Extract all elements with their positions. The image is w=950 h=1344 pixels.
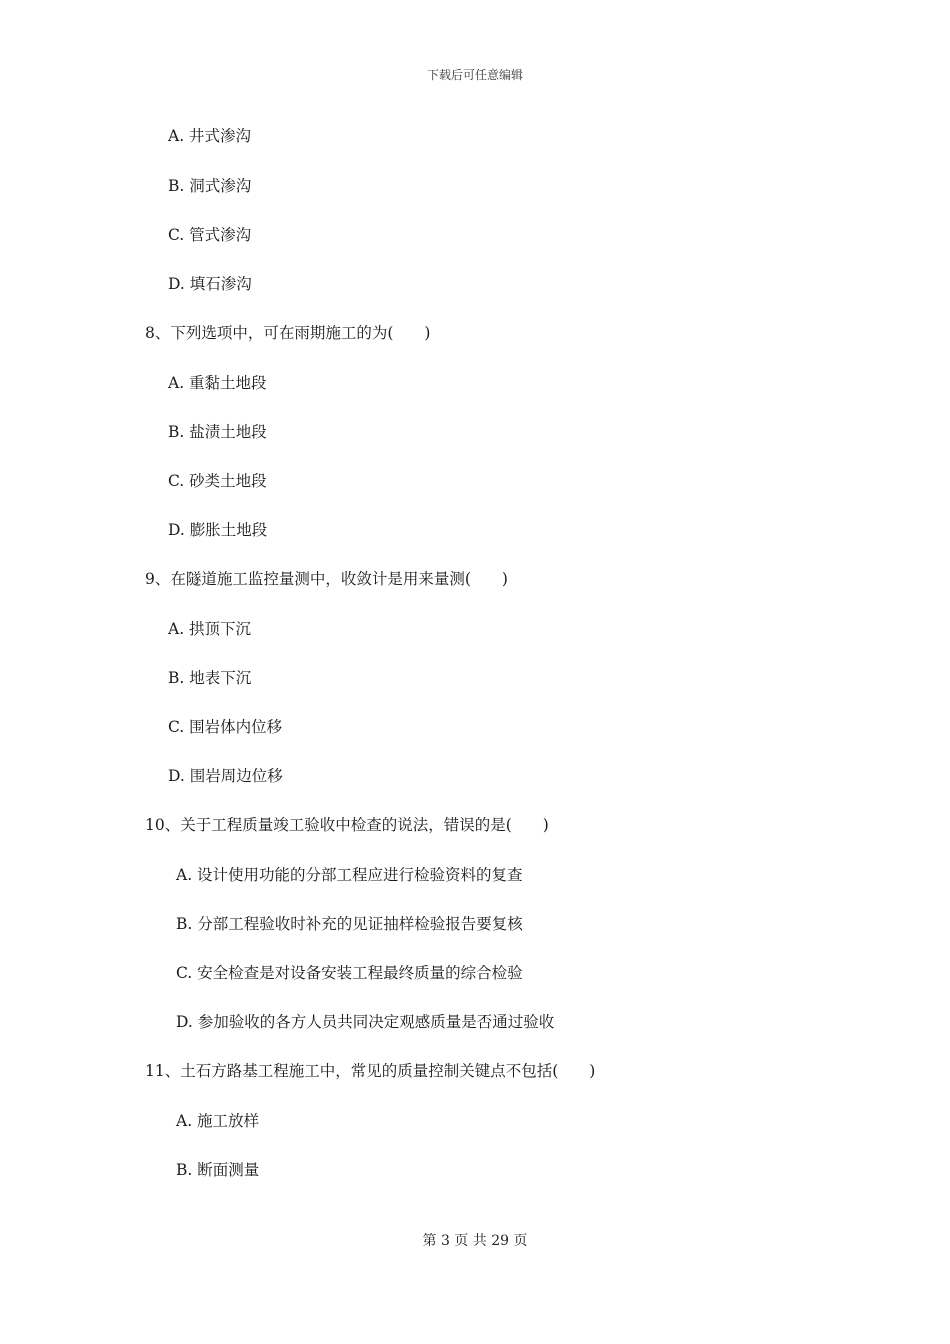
- q10-stem: 10、关于工程质量竣工验收中检查的说法，错误的是( ): [145, 816, 549, 834]
- q8-stem: 8、下列选项中，可在雨期施工的为( ): [145, 324, 431, 342]
- q7-option-a: A. 井式渗沟: [168, 127, 252, 145]
- q8-option-b: B. 盐渍土地段: [168, 423, 267, 441]
- q10-option-d: D. 参加验收的各方人员共同决定观感质量是否通过验收: [176, 1013, 555, 1031]
- q11-option-b: B. 断面测量: [176, 1161, 260, 1179]
- q9-stem: 9、在隧道施工监控量测中，收敛计是用来量测( ): [145, 570, 508, 588]
- q10-option-b: B. 分部工程验收时补充的见证抽样检验报告要复核: [176, 915, 523, 933]
- q8-option-c: C. 砂类土地段: [168, 472, 267, 490]
- q11-option-a: A. 施工放样: [176, 1112, 260, 1130]
- q7-option-c: C. 管式渗沟: [168, 226, 252, 244]
- q11-stem: 11、土石方路基工程施工中，常见的质量控制关键点不包括( ): [145, 1062, 596, 1080]
- page-footer: 第 3 页 共 29 页: [422, 1233, 528, 1249]
- q10-option-c: C. 安全检查是对设备安装工程最终质量的综合检验: [176, 964, 523, 982]
- q7-option-d: D. 填石渗沟: [168, 275, 252, 293]
- page-header: 下载后可任意编辑: [426, 68, 523, 82]
- q9-option-c: C. 围岩体内位移: [168, 718, 283, 736]
- q7-option-b: B. 洞式渗沟: [168, 177, 252, 195]
- q9-option-a: A. 拱顶下沉: [168, 620, 252, 638]
- q8-option-a: A. 重黏土地段: [168, 374, 267, 392]
- q9-option-d: D. 围岩周边位移: [168, 767, 283, 785]
- q9-option-b: B. 地表下沉: [168, 669, 252, 687]
- q8-option-d: D. 膨胀土地段: [168, 521, 268, 539]
- q10-option-a: A. 设计使用功能的分部工程应进行检验资料的复查: [176, 866, 523, 884]
